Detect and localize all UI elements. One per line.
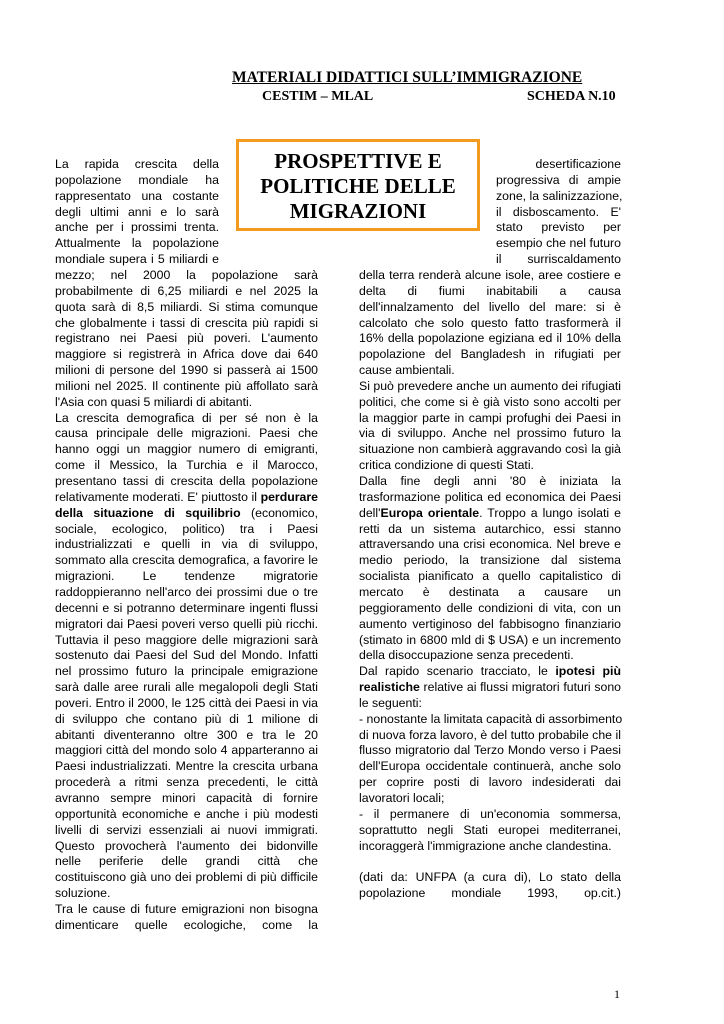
- text-line: dimenticare quelle ecologiche, come la: [55, 917, 318, 932]
- text-line: hanno oggi un maggior numero di emigranti,: [55, 442, 318, 457]
- text-line: incoraggerà l'immigrazione anche clandestina.: [359, 838, 612, 853]
- text-line: mondiale supera i 5 miliardi e: [55, 252, 219, 267]
- text-line: di sviluppo che contano più di 1 milione di: [55, 711, 318, 726]
- text-line: il disboscamento. E': [496, 204, 621, 219]
- text-line: retti da un sistema autarchico, essi stanno: [359, 521, 621, 536]
- text-line: abitanti diventeranno oltre 300 e tra le 20: [55, 727, 318, 742]
- text-line: come il Messico, la Turchia e il Marocco,: [55, 458, 318, 473]
- text-line: raddoppieranno nell'arco dei prossimi due o tre: [55, 584, 318, 599]
- document-subtitle: CESTIM – MLAL: [262, 89, 374, 104]
- text-line: l'Asia con quasi 5 miliardi di abitanti.: [55, 394, 253, 409]
- page-number: 1: [614, 987, 620, 1001]
- text-line: della situazione di squilibrio (economico,: [55, 505, 318, 520]
- text-line: poveri. Entro il 2000, le 125 città dei Paesi in via: [55, 695, 318, 710]
- sheet-number: SCHEDA N.10: [527, 89, 616, 104]
- text-line: quota sarà di 8,5 miliardi. Si stima comunque: [55, 299, 318, 314]
- text-line: Attualmente la popolazione: [55, 236, 219, 251]
- text-line: industrializzati e quelli in via di sviluppo,: [55, 537, 318, 552]
- text-line: progressiva di ampie: [496, 172, 621, 187]
- text-line: Tuttavia il peso maggiore delle migrazioni sarà: [55, 632, 318, 647]
- text-line: medio periodo, la transizione dal sistema: [359, 553, 621, 568]
- text-line: maggiori città del mondo solo 4 apparteranno ai: [55, 743, 318, 758]
- text-line: flusso migratorio dal Terzo Mondo verso i Paesi: [359, 743, 621, 758]
- text-line: il surriscaldamento: [496, 252, 621, 267]
- text-line: procederà a ritmi senza precedenti, le città: [55, 775, 318, 790]
- text-line: esempio che nel futuro: [496, 236, 621, 251]
- text-line: migrazioni. Le tendenze migratorie: [55, 569, 318, 584]
- text-line: Dalla fine degli anni '80 è iniziata la: [359, 474, 621, 488]
- text-line: peggioramento delle condizioni di vita, con un: [359, 600, 621, 615]
- document-title: MATERIALI DIDATTICI SULL’IMMIGRAZIONE: [232, 69, 583, 86]
- text-line: zone, la salinizzazione,: [496, 188, 623, 203]
- text-line: dell'Europa orientale. Troppo a lungo isolati e: [359, 505, 621, 520]
- text-line: stato previsto per: [496, 220, 621, 235]
- text-line: relativamente moderati. E' piuttosto il perdurare: [55, 489, 318, 504]
- text-line: sarà dalle aree rurali alle megalopoli degli Stati: [55, 680, 318, 695]
- text-line: soluzione.: [55, 886, 111, 901]
- text-line: mercato è destinata a causare un: [359, 584, 621, 599]
- text-line: opportunità economiche e anche i più modesti: [55, 806, 318, 821]
- text-line: sociale, ecologico, politico) tra i Paesi: [55, 521, 318, 536]
- text-line: presentano tassi di crescita della popolazione: [55, 474, 318, 488]
- text-line: mezzo; nel 2000 la popolazione sarà: [55, 267, 318, 282]
- text-line: sommato alla crescita demografica, a favorire le: [55, 553, 318, 568]
- text-line: La rapida crescita della: [55, 157, 219, 171]
- text-line: Tra le cause di future emigrazioni non bisogna: [55, 901, 318, 916]
- text-line: - il permanere di un'economia sommersa,: [359, 806, 621, 821]
- text-line: delta di fiumi inabitabili a causa: [359, 283, 621, 298]
- text-line: decenni e si potranno determinare ingenti flussi: [55, 600, 318, 615]
- text-line: anche per i prossimi trenta.: [55, 220, 219, 235]
- text-line: causa principale delle migrazioni. Paesi che: [55, 426, 318, 441]
- text-line: migratori dai Paesi poveri verso quelli più ricchi.: [55, 616, 318, 631]
- text-line: costituiscono già uno dei problemi di più difficile: [55, 870, 318, 885]
- text-line: lavoratori locali;: [359, 791, 445, 805]
- text-line: degli ultimi anni e lo sarà: [55, 204, 219, 219]
- text-line: dell'innalzamento del livello del mare: si è: [359, 299, 621, 314]
- text-line: della terra renderà alcune isole, aree costiere e: [359, 267, 621, 282]
- text-line: che globalmente i tassi di crescita più rapidi si: [55, 315, 318, 330]
- text-line: dell'Europa occidentale continuerà, anche solo: [359, 759, 621, 774]
- text-line: Dal rapido scenario tracciato, le ipotesi più: [359, 664, 621, 679]
- text-line: maggiore si registrerà in Africa dove dai 640: [55, 347, 318, 362]
- text-line: attraversando una crisi economica. Nel breve e: [359, 537, 621, 552]
- text-line: popolazione mondiale 1993, op.cit.): [359, 886, 621, 901]
- text-line: popolazione mondiale ha: [55, 172, 219, 187]
- text-line: - nonostante la limitata capacità di assorbimento: [359, 711, 623, 726]
- text-line: socialista pianificato a quello capitalistico di: [359, 569, 621, 584]
- text-line: per coprire posti di lavoro indesiderati dai: [359, 775, 621, 790]
- text-line: la maggior parte in campi profughi dei Paesi in: [359, 410, 621, 425]
- text-line: probabilmente di 6,25 miliardi e nel 2025 la: [55, 283, 318, 298]
- text-line: registrano nei Paesi più poveri. L'aumento: [55, 331, 318, 346]
- text-line: (stimato in 6800 mld di $ USA) e un incremento: [359, 632, 621, 647]
- text-line: critica condizione di questi Stati.: [359, 458, 534, 473]
- text-line: popolazione del Bangladesh in rifugiati per: [359, 347, 621, 362]
- text-line: sostenuto dai Paesi del Sud del Mondo. Infatti: [55, 648, 318, 663]
- text-line: soprattutto negli Stati europei mediterranei,: [359, 822, 621, 837]
- text-line: nel prossimo futuro la principale emigrazione: [55, 664, 318, 679]
- text-line: situazione non cambierà aggravando così la già: [359, 442, 621, 457]
- text-line: via di sviluppo. Anche nel prossimo futuro la: [359, 426, 621, 441]
- text-line: realistiche relative ai flussi migratori futuri sono: [359, 680, 621, 695]
- text-line: La crescita demografica di per sé non è la: [55, 410, 318, 425]
- text-line: milioni nel 2025. Il continente più affollato sarà: [55, 378, 318, 393]
- article-title-box: [236, 139, 480, 231]
- text-line: avranno sempre minori capacità di fornire: [55, 791, 318, 805]
- text-line: aumento vertiginoso del fabbisogno finanziario: [359, 616, 621, 631]
- text-line: desertificazione: [535, 157, 621, 171]
- text-line: livelli di servizi essenziali ai nuovi immigrati.: [55, 822, 318, 837]
- text-line: Si può prevedere anche un aumento dei rifugiati: [359, 378, 621, 393]
- text-line: Questo provocherà l'aumento dei bidonville: [55, 838, 318, 853]
- text-line: milioni di persone del 1990 si passerà ai 1500: [55, 363, 318, 378]
- article-title: PROSPETTIVE E POLITICHE DELLE MIGRAZIONI: [260, 149, 456, 223]
- text-line: rappresentato una costante: [55, 188, 219, 203]
- text-line: della disoccupazione senza precedenti.: [359, 648, 574, 663]
- text-line: trasformazione politica ed economica dei Paesi: [359, 489, 621, 504]
- text-line: 16% della popolazione egiziana ed il 10% della: [359, 331, 621, 346]
- text-line: politici, che come si è già visto sono accolti per: [359, 394, 621, 409]
- text-line: (dati da: UNFPA (a cura di), Lo stato della: [359, 870, 621, 885]
- text-line: cause ambientali.: [359, 363, 455, 378]
- text-line: le seguenti:: [359, 695, 422, 710]
- text-line: Paesi industrializzati. Mentre la crescita urbana: [55, 759, 318, 774]
- text-line: calcolato che solo questo fatto trasformerà il: [359, 315, 621, 330]
- text-line: di nuova forza lavoro, è del tutto probabile che il: [359, 727, 621, 742]
- text-line: nelle periferie delle grandi città che: [55, 854, 318, 869]
